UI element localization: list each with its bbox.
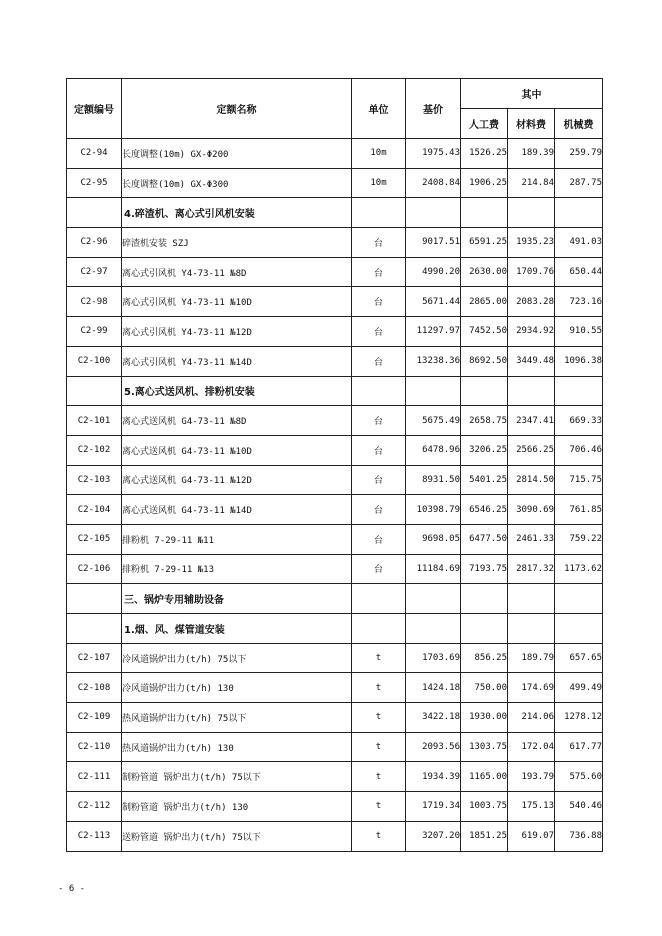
material-cost-cell: 2814.50 bbox=[508, 465, 555, 495]
table-row bbox=[67, 643, 603, 673]
unit-cell: 10m bbox=[352, 139, 406, 169]
material-cost-cell: 172.04 bbox=[508, 732, 555, 762]
quota-name: 离心式送风机 G4-73-11 №14D bbox=[122, 495, 352, 525]
base-price-cell: 2408.84 bbox=[406, 168, 461, 198]
unit-cell: 台 bbox=[352, 346, 406, 376]
labor-cost-cell: 2630.00 bbox=[461, 257, 508, 287]
unit-cell: t bbox=[352, 792, 406, 822]
section-empty-cell bbox=[461, 198, 508, 228]
unit-cell: t bbox=[352, 762, 406, 792]
quota-name: 离心式送风机 G4-73-11 №8D bbox=[122, 406, 352, 436]
quota-name: 离心式引风机 Y4-73-11 №12D bbox=[122, 317, 352, 347]
unit-cell: 台 bbox=[352, 465, 406, 495]
quota-code: C2-109 bbox=[67, 703, 122, 733]
table-row bbox=[67, 168, 603, 198]
quota-name: 送粉管道 锅炉出力(t/h) 75以下 bbox=[122, 821, 352, 851]
section-code-cell bbox=[67, 376, 122, 406]
quota-name: 热风道锅炉出力(t/h) 130 bbox=[122, 732, 352, 762]
material-cost-cell: 1935.23 bbox=[508, 228, 555, 258]
base-price-cell: 11297.97 bbox=[406, 317, 461, 347]
material-cost-cell: 189.79 bbox=[508, 643, 555, 673]
section-title: 1.烟、风、煤管道安装 bbox=[122, 614, 352, 644]
table-body bbox=[67, 139, 603, 852]
section-title: 4.碎渣机、离心式引风机安装 bbox=[122, 198, 352, 228]
table-header-row bbox=[67, 79, 603, 109]
table-row bbox=[67, 762, 603, 792]
material-cost-cell: 214.84 bbox=[508, 168, 555, 198]
machine-cost-cell: 715.75 bbox=[555, 465, 603, 495]
machine-cost-cell: 575.60 bbox=[555, 762, 603, 792]
quota-code: C2-94 bbox=[67, 139, 122, 169]
table-row bbox=[67, 792, 603, 822]
unit-cell: 台 bbox=[352, 406, 406, 436]
base-price-cell: 1424.18 bbox=[406, 673, 461, 703]
table-row bbox=[67, 228, 603, 258]
labor-cost-cell: 3206.25 bbox=[461, 435, 508, 465]
labor-cost-cell: 5401.25 bbox=[461, 465, 508, 495]
machine-cost-cell: 540.46 bbox=[555, 792, 603, 822]
quota-name: 离心式引风机 Y4-73-11 №8D bbox=[122, 257, 352, 287]
material-cost-cell: 1709.76 bbox=[508, 257, 555, 287]
labor-cost-cell: 2658.75 bbox=[461, 406, 508, 436]
quota-code: C2-97 bbox=[67, 257, 122, 287]
machine-cost-cell: 1278.12 bbox=[555, 703, 603, 733]
quota-name: 冷风道锅炉出力(t/h) 130 bbox=[122, 673, 352, 703]
labor-cost-cell: 750.00 bbox=[461, 673, 508, 703]
quota-name: 制粉管道 锅炉出力(t/h) 75以下 bbox=[122, 762, 352, 792]
quota-name: 制粉管道 锅炉出力(t/h) 130 bbox=[122, 792, 352, 822]
section-empty-cell bbox=[461, 614, 508, 644]
quota-code: C2-105 bbox=[67, 524, 122, 554]
labor-cost-cell: 1526.25 bbox=[461, 139, 508, 169]
section-title: 三、锅炉专用辅助设备 bbox=[122, 584, 352, 614]
base-price-cell: 11184.69 bbox=[406, 554, 461, 584]
table-row bbox=[67, 139, 603, 169]
table-row bbox=[67, 524, 603, 554]
quota-code: C2-112 bbox=[67, 792, 122, 822]
unit-cell: 台 bbox=[352, 524, 406, 554]
machine-cost-cell: 650.44 bbox=[555, 257, 603, 287]
section-title: 5.离心式送风机、排粉机安装 bbox=[122, 376, 352, 406]
table-row bbox=[67, 495, 603, 525]
labor-cost-cell: 1930.00 bbox=[461, 703, 508, 733]
table-row bbox=[67, 317, 603, 347]
section-empty-cell bbox=[555, 584, 603, 614]
labor-cost-cell: 6591.25 bbox=[461, 228, 508, 258]
header-base-price: 基价 bbox=[406, 79, 461, 139]
unit-cell: t bbox=[352, 643, 406, 673]
quota-code: C2-102 bbox=[67, 435, 122, 465]
quota-name: 离心式送风机 G4-73-11 №10D bbox=[122, 435, 352, 465]
machine-cost-cell: 736.88 bbox=[555, 821, 603, 851]
material-cost-cell: 2817.32 bbox=[508, 554, 555, 584]
material-cost-cell: 214.06 bbox=[508, 703, 555, 733]
material-cost-cell: 2934.92 bbox=[508, 317, 555, 347]
labor-cost-cell: 1003.75 bbox=[461, 792, 508, 822]
base-price-cell: 3422.18 bbox=[406, 703, 461, 733]
section-empty-cell bbox=[406, 584, 461, 614]
base-price-cell: 8931.50 bbox=[406, 465, 461, 495]
quota-name: 冷风道锅炉出力(t/h) 75以下 bbox=[122, 643, 352, 673]
machine-cost-cell: 910.55 bbox=[555, 317, 603, 347]
page-number: - 6 - bbox=[58, 884, 86, 894]
section-empty-cell bbox=[508, 376, 555, 406]
quota-name: 长度调整(10m) GX-Φ200 bbox=[122, 139, 352, 169]
machine-cost-cell: 491.03 bbox=[555, 228, 603, 258]
base-price-cell: 5671.44 bbox=[406, 287, 461, 317]
quota-table bbox=[66, 78, 603, 852]
machine-cost-cell: 761.85 bbox=[555, 495, 603, 525]
section-empty-cell bbox=[461, 376, 508, 406]
unit-cell: 台 bbox=[352, 287, 406, 317]
labor-cost-cell: 1165.00 bbox=[461, 762, 508, 792]
header-name: 定额名称 bbox=[122, 79, 352, 139]
base-price-cell: 1934.39 bbox=[406, 762, 461, 792]
section-row bbox=[67, 584, 603, 614]
base-price-cell: 5675.49 bbox=[406, 406, 461, 436]
base-price-cell: 1703.69 bbox=[406, 643, 461, 673]
table-row bbox=[67, 673, 603, 703]
material-cost-cell: 2566.25 bbox=[508, 435, 555, 465]
unit-cell: 台 bbox=[352, 435, 406, 465]
labor-cost-cell: 8692.50 bbox=[461, 346, 508, 376]
table-row bbox=[67, 346, 603, 376]
header-material: 材料费 bbox=[508, 109, 555, 139]
unit-cell: 台 bbox=[352, 495, 406, 525]
section-empty-cell bbox=[508, 198, 555, 228]
base-price-cell: 10398.79 bbox=[406, 495, 461, 525]
unit-cell: 台 bbox=[352, 257, 406, 287]
table-row bbox=[67, 703, 603, 733]
section-empty-cell bbox=[406, 198, 461, 228]
table-row bbox=[67, 406, 603, 436]
material-cost-cell: 2083.28 bbox=[508, 287, 555, 317]
material-cost-cell: 2347.41 bbox=[508, 406, 555, 436]
base-price-cell: 9017.51 bbox=[406, 228, 461, 258]
quota-code: C2-98 bbox=[67, 287, 122, 317]
quota-name: 碎渣机安装 SZJ bbox=[122, 228, 352, 258]
table-row bbox=[67, 465, 603, 495]
quota-code: C2-99 bbox=[67, 317, 122, 347]
material-cost-cell: 174.69 bbox=[508, 673, 555, 703]
section-code-cell bbox=[67, 614, 122, 644]
table-row bbox=[67, 821, 603, 851]
table-row bbox=[67, 554, 603, 584]
labor-cost-cell: 6546.25 bbox=[461, 495, 508, 525]
material-cost-cell: 619.07 bbox=[508, 821, 555, 851]
unit-cell: 10m bbox=[352, 168, 406, 198]
labor-cost-cell: 856.25 bbox=[461, 643, 508, 673]
quota-code: C2-108 bbox=[67, 673, 122, 703]
material-cost-cell: 189.39 bbox=[508, 139, 555, 169]
header-labor: 人工费 bbox=[461, 109, 508, 139]
header-group: 其中 bbox=[461, 79, 603, 109]
machine-cost-cell: 1096.38 bbox=[555, 346, 603, 376]
machine-cost-cell: 1173.62 bbox=[555, 554, 603, 584]
quota-name: 排粉机 7-29-11 №13 bbox=[122, 554, 352, 584]
quota-name: 热风道锅炉出力(t/h) 75以下 bbox=[122, 703, 352, 733]
labor-cost-cell: 6477.50 bbox=[461, 524, 508, 554]
section-empty-cell bbox=[352, 198, 406, 228]
unit-cell: 台 bbox=[352, 317, 406, 347]
machine-cost-cell: 287.75 bbox=[555, 168, 603, 198]
table-row bbox=[67, 257, 603, 287]
unit-cell: 台 bbox=[352, 228, 406, 258]
labor-cost-cell: 2865.00 bbox=[461, 287, 508, 317]
machine-cost-cell: 723.16 bbox=[555, 287, 603, 317]
material-cost-cell: 193.79 bbox=[508, 762, 555, 792]
table-row bbox=[67, 732, 603, 762]
material-cost-cell: 175.13 bbox=[508, 792, 555, 822]
quota-code: C2-101 bbox=[67, 406, 122, 436]
quota-code: C2-103 bbox=[67, 465, 122, 495]
section-empty-cell bbox=[352, 584, 406, 614]
unit-cell: 台 bbox=[352, 554, 406, 584]
quota-name: 离心式送风机 G4-73-11 №12D bbox=[122, 465, 352, 495]
labor-cost-cell: 7193.75 bbox=[461, 554, 508, 584]
unit-cell: t bbox=[352, 732, 406, 762]
quota-name: 长度调整(10m) GX-Φ300 bbox=[122, 168, 352, 198]
labor-cost-cell: 1303.75 bbox=[461, 732, 508, 762]
base-price-cell: 4990.20 bbox=[406, 257, 461, 287]
material-cost-cell: 3090.69 bbox=[508, 495, 555, 525]
section-empty-cell bbox=[508, 584, 555, 614]
labor-cost-cell: 7452.50 bbox=[461, 317, 508, 347]
quota-code: C2-104 bbox=[67, 495, 122, 525]
section-empty-cell bbox=[508, 614, 555, 644]
unit-cell: t bbox=[352, 703, 406, 733]
section-empty-cell bbox=[461, 584, 508, 614]
header-unit: 单位 bbox=[352, 79, 406, 139]
section-code-cell bbox=[67, 584, 122, 614]
quota-name: 离心式引风机 Y4-73-11 №10D bbox=[122, 287, 352, 317]
base-price-cell: 1719.34 bbox=[406, 792, 461, 822]
machine-cost-cell: 259.79 bbox=[555, 139, 603, 169]
section-empty-cell bbox=[352, 376, 406, 406]
base-price-cell: 3207.20 bbox=[406, 821, 461, 851]
unit-cell: t bbox=[352, 821, 406, 851]
unit-cell: t bbox=[352, 673, 406, 703]
labor-cost-cell: 1851.25 bbox=[461, 821, 508, 851]
section-empty-cell bbox=[406, 376, 461, 406]
header-code: 定额编号 bbox=[67, 79, 122, 139]
section-empty-cell bbox=[555, 198, 603, 228]
section-code-cell bbox=[67, 198, 122, 228]
table-row bbox=[67, 287, 603, 317]
base-price-cell: 6478.96 bbox=[406, 435, 461, 465]
base-price-cell: 9698.05 bbox=[406, 524, 461, 554]
quota-code: C2-96 bbox=[67, 228, 122, 258]
labor-cost-cell: 1906.25 bbox=[461, 168, 508, 198]
section-row bbox=[67, 376, 603, 406]
material-cost-cell: 3449.48 bbox=[508, 346, 555, 376]
quota-code: C2-110 bbox=[67, 732, 122, 762]
quota-code: C2-111 bbox=[67, 762, 122, 792]
section-empty-cell bbox=[555, 376, 603, 406]
table-row bbox=[67, 435, 603, 465]
quota-code: C2-95 bbox=[67, 168, 122, 198]
machine-cost-cell: 706.46 bbox=[555, 435, 603, 465]
section-row bbox=[67, 198, 603, 228]
quota-code: C2-100 bbox=[67, 346, 122, 376]
section-empty-cell bbox=[352, 614, 406, 644]
quota-code: C2-106 bbox=[67, 554, 122, 584]
section-empty-cell bbox=[406, 614, 461, 644]
header-machine: 机械费 bbox=[555, 109, 603, 139]
material-cost-cell: 2461.33 bbox=[508, 524, 555, 554]
machine-cost-cell: 669.33 bbox=[555, 406, 603, 436]
quota-name: 排粉机 7-29-11 №11 bbox=[122, 524, 352, 554]
machine-cost-cell: 499.49 bbox=[555, 673, 603, 703]
quota-code: C2-107 bbox=[67, 643, 122, 673]
base-price-cell: 1975.43 bbox=[406, 139, 461, 169]
quota-name: 离心式引风机 Y4-73-11 №14D bbox=[122, 346, 352, 376]
base-price-cell: 2093.56 bbox=[406, 732, 461, 762]
base-price-cell: 13238.36 bbox=[406, 346, 461, 376]
quota-code: C2-113 bbox=[67, 821, 122, 851]
machine-cost-cell: 657.65 bbox=[555, 643, 603, 673]
section-row bbox=[67, 614, 603, 644]
machine-cost-cell: 617.77 bbox=[555, 732, 603, 762]
machine-cost-cell: 759.22 bbox=[555, 524, 603, 554]
section-empty-cell bbox=[555, 614, 603, 644]
